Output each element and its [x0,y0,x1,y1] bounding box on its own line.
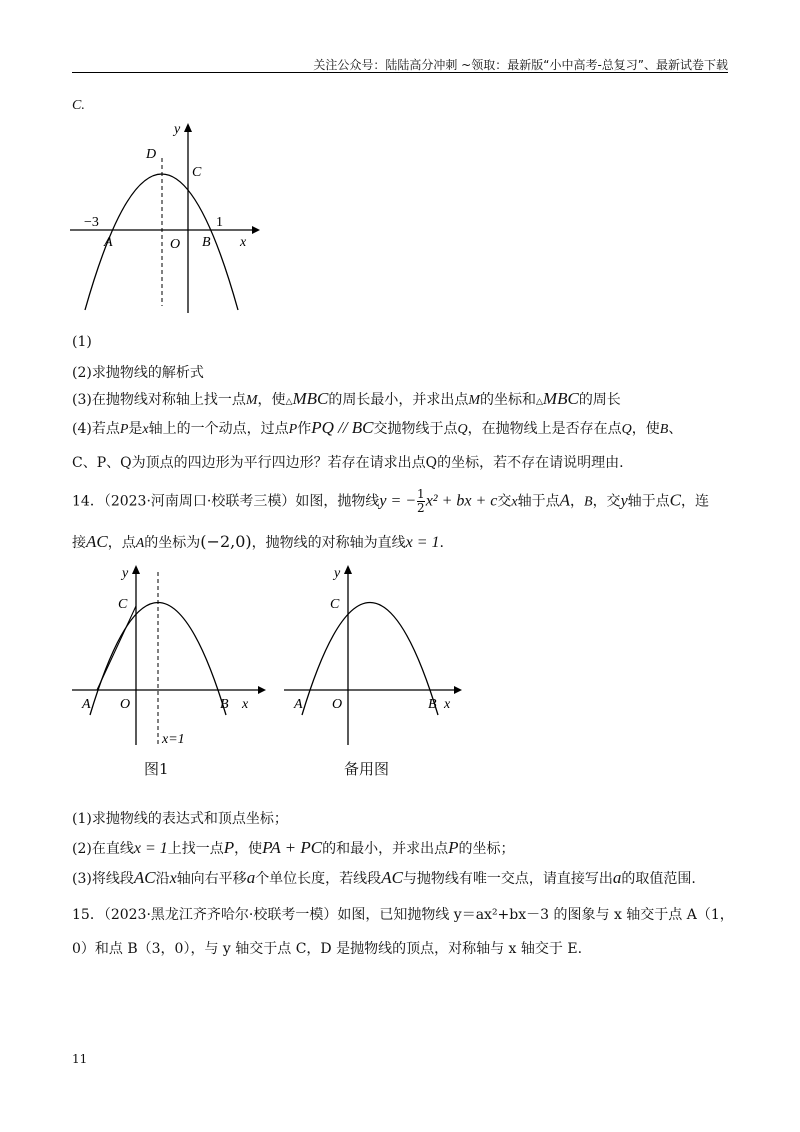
label-a: A [294,697,303,712]
page-number: 11 [72,1052,88,1066]
label-x-eq-1: x=1 [162,732,185,747]
x-axis-arrow [252,226,260,234]
figure-backup [282,560,482,750]
label-o: O [332,697,343,712]
x-axis-arrow [258,686,266,694]
segment-ac [97,606,136,690]
q13-part1: (1) [72,334,92,350]
label-a: A [82,697,91,712]
label-x: x [242,697,249,712]
q15-stem: 15．（2023·黑龙江齐齐哈尔·校联考一模）如图，已知抛物线 y＝ax²+bx－3 的图象与 x 轴交于点 A（1， [72,907,734,923]
label-b: B [220,697,229,712]
label-a: A [104,235,113,250]
x-axis-arrow [454,686,462,694]
header-rule [72,72,728,73]
y-axis-arrow [184,123,192,132]
q13-part3: (3)在抛物线对称轴上找一点M，使△MBC的周长最小，并求出点M的坐标和△MBC的周长 [72,389,621,408]
label-x: x [444,697,451,712]
parabola-curve [302,603,438,716]
label-minus3: −3 [84,215,99,230]
q13-part2: (2)求抛物线的解析式 [72,365,204,381]
label-o: O [120,697,131,712]
q14-sub2: (2)在直线x = 1上找一点P，使PA + PC的和最小，并求出点P的坐标； [72,838,515,857]
figure-1-caption: 图1 [144,760,169,778]
q14-sub1: (1)求抛物线的表达式和顶点坐标； [72,811,288,827]
q13-part4-cont: C、P、Q为顶点的四边形为平行四边形？若存在请求出点Q的坐标，若不存在请说明理由. [72,455,624,471]
y-axis-arrow [344,565,352,574]
q14-sub3: (3)将线段AC沿x轴向右平移a个单位长度，若线段AC与抛物线有唯一交点，请直接写出a的取值范围. [72,868,696,887]
label-y: y [334,566,341,581]
label-d: D [146,147,157,162]
q15-stem-cont: 0）和点 B（3，0），与 y 轴交于点 C，D 是抛物线的顶点，对称轴与 x 轴交于 E. [72,941,583,957]
figure-backup-caption: 备用图 [344,760,390,778]
label-x: x [240,235,247,250]
label-c: C [118,597,128,612]
q14-stem-cont: 接AC，点A的坐标为(−2,0)，抛物线的对称轴为直线x = 1. [72,532,444,551]
label-b: B [428,697,437,712]
label-o: O [170,237,181,252]
figure-option-c [70,118,270,318]
label-c: C [330,597,340,612]
label-y: y [122,566,129,581]
page-header: 关注公众号：陆陆高分冲刺 ~领取：最新版“小中高考-总复习”、最新试卷下载 [313,58,728,72]
label-c: C [192,165,202,180]
label-b: B [202,235,211,250]
y-axis-arrow [132,565,140,574]
q14-stem: 14．（2023·河南周口·校联考三模）如图，抛物线y = − $\frac{1}{2}$ x² + bx + c交x轴于点A，B，交y轴于点C，连 [72,487,710,515]
label-one: 1 [216,215,223,230]
option-c-label: C. [72,98,85,113]
figure-1 [70,560,270,750]
q13-part4: (4)若点P是x轴上的一个动点，过点P作PQ // BC交抛物线于点Q，在抛物线上是否存在点Q，使B、 [72,418,683,437]
label-y: y [174,122,181,137]
